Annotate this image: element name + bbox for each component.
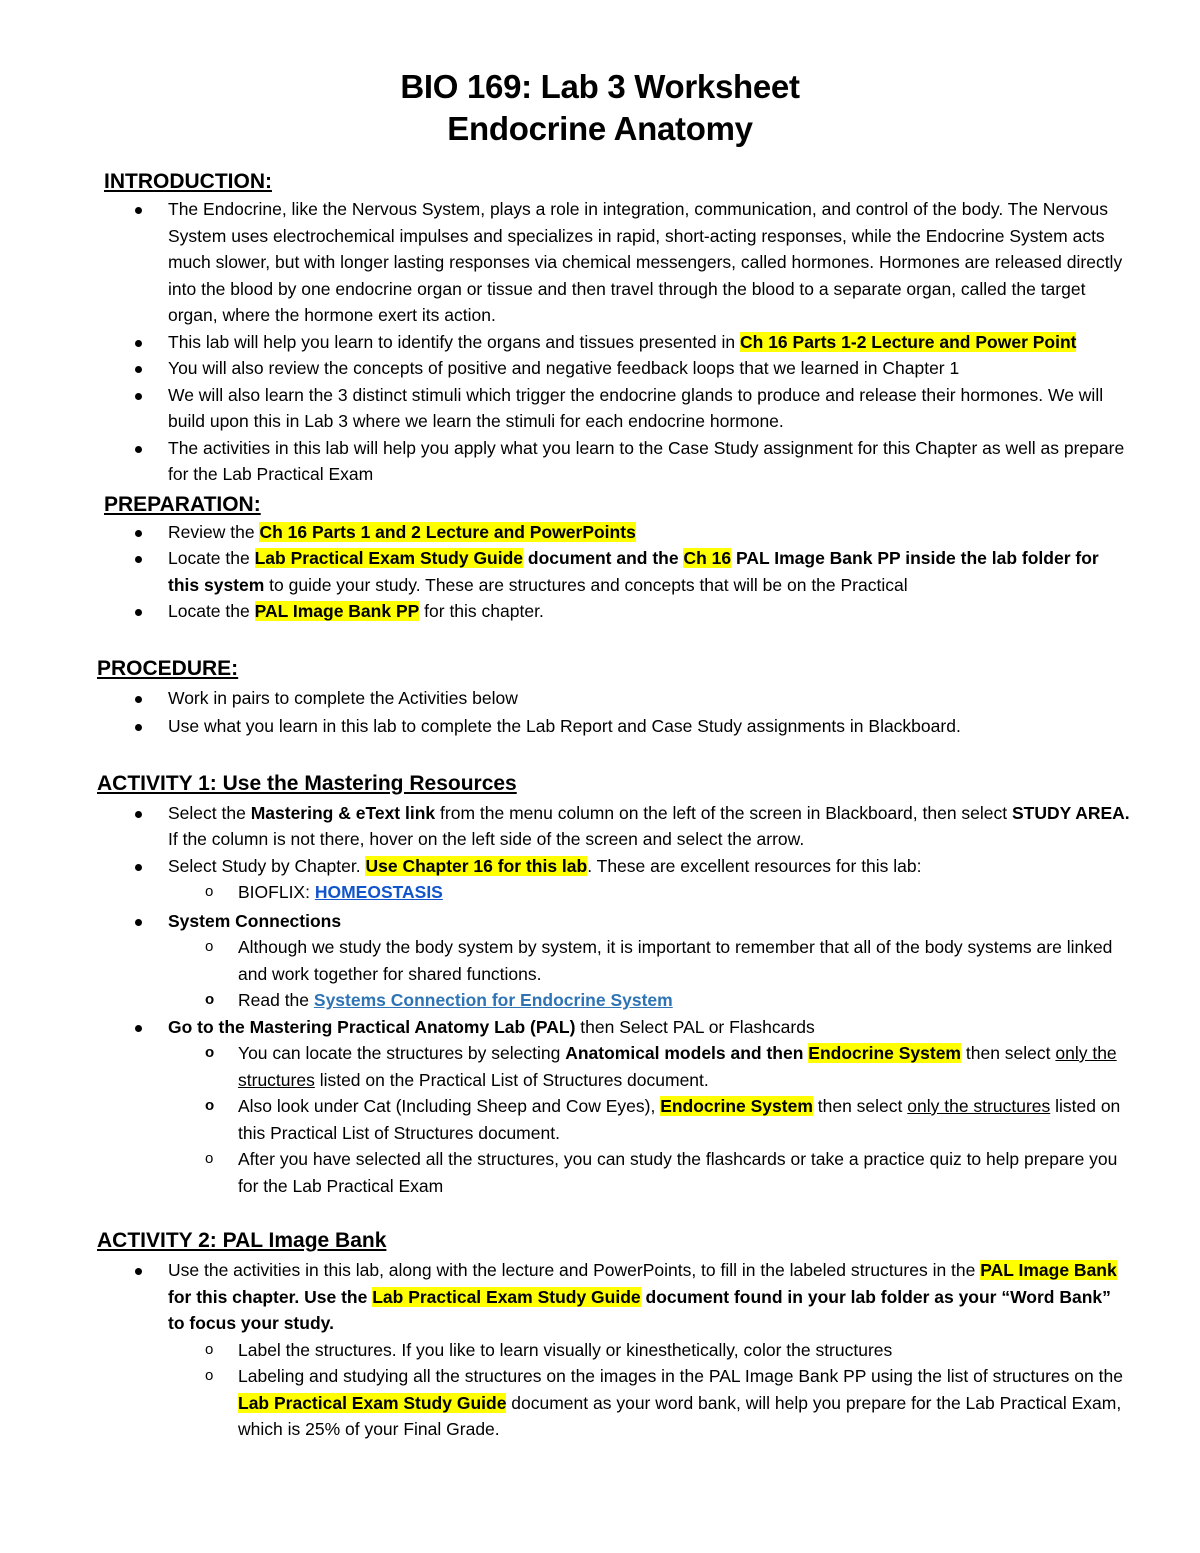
highlight: Ch 16 Parts 1 and 2 Lecture and PowerPoints — [259, 521, 636, 542]
procedure-heading: PROCEDURE: — [97, 656, 239, 680]
list-item: Work in pairs to complete the Activities below — [168, 685, 1130, 712]
activity-1-list — [0, 800, 1200, 1200]
title-line-1: BIO 169: Lab 3 Worksheet — [400, 68, 800, 105]
highlight: Ch 16 — [683, 548, 732, 568]
preparation-heading: PREPARATION: — [104, 492, 261, 516]
list-item: Locate the Lab Practical Exam Study Guide document and the Ch 16 PAL Image Bank PP inside the lab folder for this system to guide your study. These are structures and concepts that will be on the Practical — [168, 545, 1130, 598]
highlight: Lab Practical Exam Study Guide — [254, 548, 524, 568]
list-item: Use the activities in this lab, along with the lecture and PowerPoints, to fill in the labeled structures in the PAL Image Bank for this chapter. Use the Lab Practical Exam Study Guide document found in your lab folder as your “Word Bank” to focus your study. — [168, 1257, 1130, 1337]
list-item: o Labeling and studying all the structures on the images in the PAL Image Bank PP using the list of structures on the Lab Practical Exam Study Guide document as your word bank, will help you prepare for the Lab Practical Exam, which is 25% of your Final Grade. — [238, 1363, 1130, 1443]
list-item: System Connections — [168, 908, 1130, 935]
title-line-2: Endocrine Anatomy — [447, 110, 753, 147]
highlight: Lab Practical Exam Study Guide — [372, 1286, 641, 1307]
list-item: o Read the Systems Connection for Endocrine System — [238, 987, 1130, 1014]
homeostasis-link[interactable]: HOMEOSTASIS — [314, 882, 443, 902]
list-item: o You can locate the structures by selecting Anatomical models and then Endocrine System then select only the structures listed on the Practical List of Structures document. — [238, 1040, 1130, 1093]
preparation-list — [0, 519, 1200, 625]
list-item: You will also review the concepts of positive and negative feedback loops that we learned in Chapter 1 — [168, 355, 1130, 382]
list-item: o After you have selected all the structures, you can study the flashcards or take a practice quiz to help prepare you for the Lab Practical Exam — [238, 1146, 1130, 1199]
activity-1-heading: ACTIVITY 1: Use the Mastering Resources — [97, 771, 517, 795]
list-item: o BIOFLIX: HOMEOSTASIS — [238, 879, 1130, 906]
page-title — [0, 66, 1200, 150]
highlight: Ch 16 Parts 1-2 Lecture and Power Point — [740, 331, 1077, 352]
list-item: o Label the structures. If you like to learn visually or kinesthetically, color the structures — [238, 1337, 1130, 1364]
list-item: The activities in this lab will help you apply what you learn to the Case Study assignment for this Chapter as well as prepare for the Lab Practical Exam — [168, 435, 1130, 488]
list-item: o Although we study the body system by system, it is important to remember that all of the body systems are linked and work together for shared functions. — [238, 934, 1130, 987]
list-item: Review the Ch 16 Parts 1 and 2 Lecture and PowerPoints — [168, 519, 1130, 546]
introduction-list — [0, 196, 1200, 488]
systems-connection-link[interactable]: Systems Connection for Endocrine System — [313, 990, 673, 1010]
highlight: Endocrine System — [660, 1096, 813, 1116]
list-item: o Also look under Cat (Including Sheep and Cow Eyes), Endocrine System then select only the structures listed on this Practical List of Structures document. — [238, 1093, 1130, 1146]
activity-2-list — [0, 1257, 1200, 1443]
list-item: Use what you learn in this lab to complete the Lab Report and Case Study assignments in Blackboard. — [168, 713, 1130, 740]
procedure-list — [0, 685, 1200, 740]
list-item: We will also learn the 3 distinct stimuli which trigger the endocrine glands to produce and release their hormones. We will build upon this in Lab 3 where we learn the stimuli for each endocrine hormone. — [168, 382, 1130, 435]
highlight: Use Chapter 16 for this lab — [365, 855, 588, 876]
introduction-heading: INTRODUCTION: — [104, 170, 272, 193]
list-item: Select the Mastering & eText link from the menu column on the left of the screen in Blackboard, then select STUDY AREA. If the column is not there, hover on the left side of the screen and select the arrow. — [168, 800, 1130, 853]
list-item: This lab will help you learn to identify the organs and tissues presented in Ch 16 Parts 1-2 Lecture and Power Point — [168, 329, 1130, 356]
list-item: Go to the Mastering Practical Anatomy Lab (PAL) then Select PAL or Flashcards — [168, 1014, 1130, 1041]
highlight: Endocrine System — [808, 1043, 961, 1063]
activity-2-heading: ACTIVITY 2: PAL Image Bank — [97, 1229, 387, 1252]
highlight: PAL Image Bank — [980, 1260, 1117, 1280]
list-item: Select Study by Chapter. Use Chapter 16 for this lab. These are excellent resources for this lab: — [168, 853, 1130, 880]
highlight: Lab Practical Exam Study Guide — [238, 1392, 507, 1413]
highlight: PAL Image Bank PP — [254, 601, 420, 621]
list-item: Locate the PAL Image Bank PP for this chapter. — [168, 598, 1130, 625]
list-item: The Endocrine, like the Nervous System, plays a role in integration, communication, and control of the body. The Nervous System uses electrochemical impulses and specializes in rapid, short-acting responses, while the Endocrine System acts much slower, but with longer lasting responses via chemical messengers, called hormones. Hormones are released directly into the blood by one endocrine organ or tissue and then travel through the blood to a separate organ, called the target organ, where the hormone exert its action. — [168, 196, 1130, 329]
